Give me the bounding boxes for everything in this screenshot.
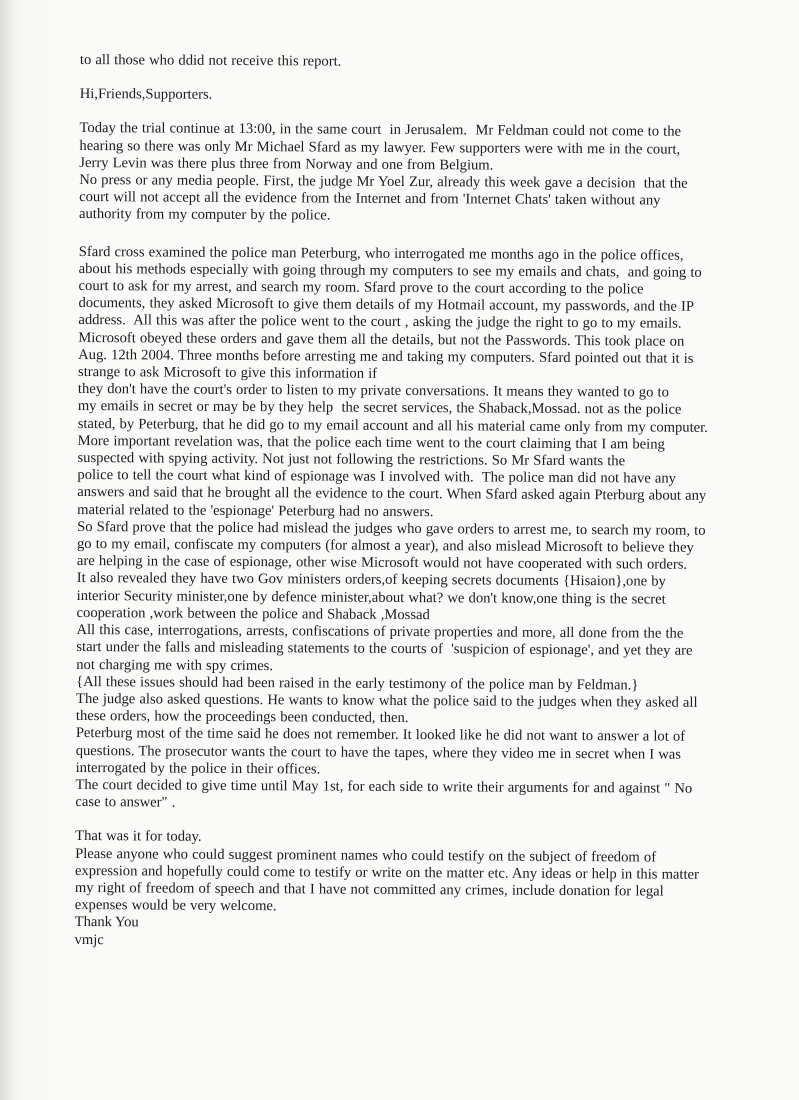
paragraph-cross-examination: Sfard cross examined the police man Peterburg, who interrogated me months ago in the police offices, about his methods especially with going through my computers to see my emails and chats, and going to court to ask for my arrest, and search my room. Sfard prove to the court according to the police documents, they asked Microsoft to give them details of my Hotmail account, my passwords, and the IP address. All this was after the police went to the court , asking the judge the right to go to my emails. Microsoft obeyed these orders and gave them all the details, but not the Passwords. This took place on Aug. 12th 2004. Three months before arresting me and taking my computers. Sfard pointed out that it is strange to ask Microsoft to give this information if they don't have the court's order to listen to my private conversations. It means they wanted to go to my emails in secret or may be by they help the secret services, the Shaback,Mossad. not as the police stated, by Peterburg, that he did go to my email account and all his material came only from my computer. More important revelation was, that the police each time went to the court claiming that I am being suspected with spying activity. Not just not following the restrictions. So Mr Sfard wants the police to tell the court what kind of espionage was I involved with. The police man did not have any answers and said that he brought all the evidence to the court. When Sfard asked again Pterburg about any material related to the 'espionage' Peterburg had no answers. So Sfard prove that the police had mislead the judges who gave orders to arrest me, to search my room, to go to my email, confiscate my computers (for almost a year), and also mislead Microsoft to believe they are helping in the case of espionage, other wise Microsoft would not have cooperated with such orders. It also revealed they have two Gov ministers orders,of keeping secrets documents {Hisaion},one by interior Security minister,one by defence minister,about what? we don't know,one thing is the secret cooperation ,work between the police and Shaback ,Mossad All this case, interrogations, arrests, confiscations of private properties and more, all done from the the start under the falls and misleading statements to the courts of 'suspicion of espionage', and yet they are not charging me with spy crimes. {All these issues should had been raised in the early testimony of the police man by Feldman.} The judge also asked questions. He wants to know what the police said to the judges when they asked all these orders, how the proceedings been conducted, then. Peterburg most of the time said he does not remember. It looked like he did not want to answer a lot of questions. The prosecutor wants the court to have the tapes, where they video me in secret when I was interrogated by the police in their offices. The court decided to give time until May 1st, for each side to write their arguments for and against " No case to answer" . xyxy=(75,243,708,811)
signature: vmjc xyxy=(74,931,104,948)
intro-line: to all those who ddid not receive this report. xyxy=(79,52,342,70)
paragraph-request-for-help: That was it for today. Please anyone who could suggest prominent names who could testify on the subject of freedom of expression and hopefully could come to testify or write on the matter etc. Any ideas or help in this matter my right of freedom of speech and that I have not committed any crimes, include donation for legal expenses would be very welcome. xyxy=(74,828,699,915)
paragraph-trial-opening: Today the trial continue at 13:00, in the same court in Jerusalem. Mr Feldman could not come to the hearing so there was only Mr Michael Sfard as my lawyer. Few supporters were with me in the court, Jerry Levin was there plus three from Norway and one from Belgium. No press or any media people. First, the judge Mr Yoel Zur, already this week gave a decision that the court will not accept all the evidence from the Internet and from 'Internet Chats' taken without any authority from my computer by the police. xyxy=(78,120,688,224)
letter-body xyxy=(75,52,770,953)
closing: Thank You xyxy=(74,914,139,931)
scan-edge-shadow xyxy=(0,0,14,1100)
greeting: Hi,Friends,Supporters. xyxy=(79,86,213,104)
